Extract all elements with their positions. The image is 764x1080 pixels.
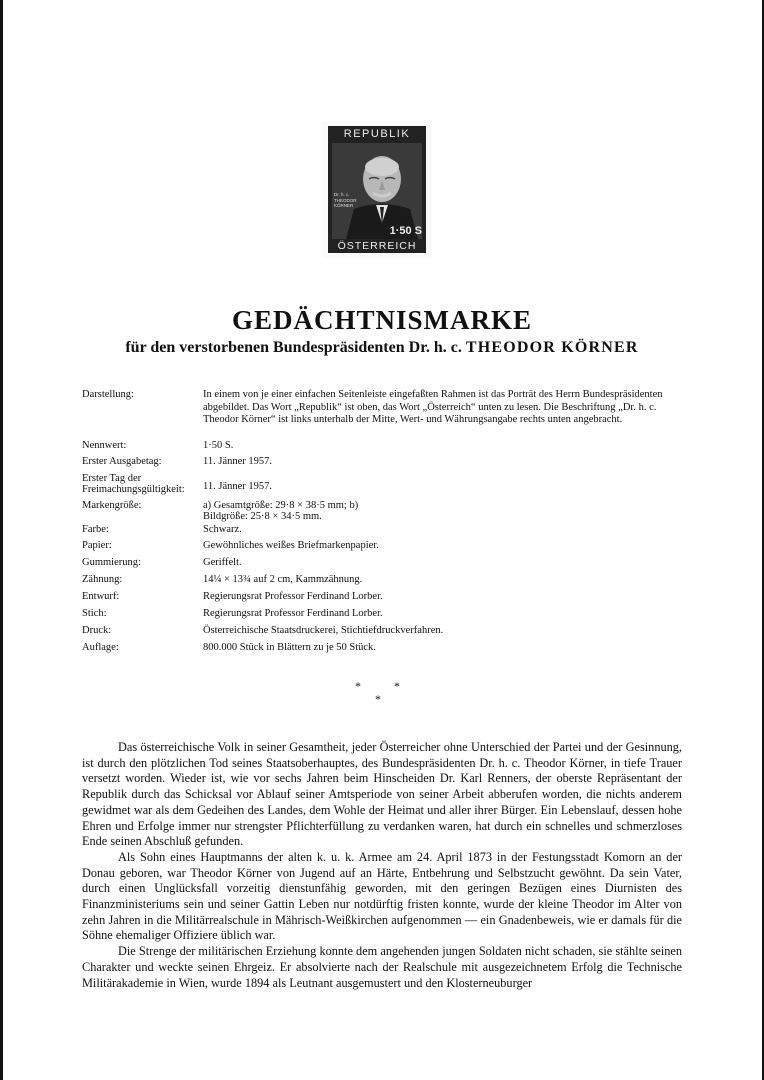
biography-text [82,740,682,991]
spec-row [82,473,682,500]
spec-label: Markengröße: [82,500,142,511]
spec-label: Erster Tag der Freimachungsgültigkeit: [82,473,185,495]
spec-label: Druck: [82,625,112,636]
spec-row [82,389,682,440]
stamp-specification-list [82,389,682,659]
spec-label: Stich: [82,608,107,619]
spec-label: Zähnung: [82,574,123,585]
paragraph: Das österreichische Volk in seiner Gesamtheit, jeder Österreicher ohne Unterschied der Partei und der Gesinnung, ist durch den plötzlichen Tod seines Staatsoberhauptes, des Bundespräsidenten Dr. h. c. Theodor Körner, in tiefe Trauer versetzt worden. Wieder ist, wie vor sechs Jahren beim Hinscheiden Dr. Karl Renners, der oberste Repräsentant der Republik durch das Schicksal vor Ablauf seiner Amtsperiode von seiner Arbeit abberufen worden, die nichts anderem gewidmet war als dem Gedeihen des Landes, dem Wohle der Heimat und aller ihrer Bürger. Ein Lebenslauf, dessen hohe Ehren und Erfolge immer nur strengster Pflichterfüllung zu verdanken waren, hat durch ein schnelles und schmerzloses Ende seinen Abschluß gefunden. [82,740,682,849]
spec-label: Erster Ausgabetag: [82,456,162,467]
page-edge-left [0,0,3,1080]
stamp-bottom-text: ÖSTERREICH [337,240,417,252]
spec-label: Nennwert: [82,440,127,451]
subtitle-name: THEODOR KÖRNER [465,339,639,356]
spec-label: Gummierung: [82,557,141,568]
spec-label: Darstellung: [82,389,134,400]
spec-value: In einem von je einer einfachen Seitenleiste eingefaßten Rahmen ist das Porträt des Herrn Bundespräsidenten abgebildet. Das Wort „Republik“ ist oben, das Wort „Österreich“ unten zu lesen. Die Beschriftung „Dr. h. c. Theodor Körner“ ist links unterhalb der Mitte, Wert- und Währungsangabe rechts unten angebracht. [203,389,663,425]
spec-row [82,500,682,524]
page-subtitle [0,339,764,357]
star-glyph: * [394,679,400,693]
spec-value: Österreichische Staatsdruckerei, Stichtiefdruckverfahren. [203,625,444,636]
spec-value: Geriffelt. [203,557,242,568]
spec-row [82,642,682,659]
spec-value: Gewöhnliches weißes Briefmarkenpapier. [203,540,379,551]
spec-row [82,574,682,591]
stamp-top-text: REPUBLIK [343,128,411,140]
paragraph: Als Sohn eines Hauptmanns der alten k. u. k. Armee am 24. April 1873 in der Festungsstadt Komorn an der Donau geboren, war Theodor Körner von Jugend auf an Härte, Entbehrung und Selbstzucht gewöhnt. Da sein Vater, durch einen Unglücksfall vorzeitig dienstunfähig geworden, mit den geringen Bezügen eines Diurnisten des Finanzministeriums sein und seiner Gattin Leben nur notdürftig fristen konnte, wurde der kleine Theodor im Alter von zehn Jahren in die Militärrealschule in Mährisch-Weißkirchen aufgenommen — ein Gnadenbeweis, wie er damals für die Söhne ehemaliger Offiziere üblich war. [82,849,682,943]
spec-row [82,440,682,456]
spec-value: 1·50 S. [203,440,234,451]
spec-value: a) Gesamtgröße: 29·8 × 38·5 mm; b) Bildgröße: 25·8 × 34·5 mm. [203,500,359,522]
spec-row [82,608,682,625]
spec-label: Papier: [82,540,112,551]
spec-value: Schwarz. [203,524,242,535]
subtitle-prefix: für den verstorbenen Bundespräsidenten Dr. h. c. [125,339,462,356]
page-title: GEDÄCHTNISMARKE [231,305,533,335]
spec-value: Regierungsrat Professor Ferdinand Lorber. [203,591,383,602]
spec-row [82,540,682,557]
paragraph: Die Strenge der militärischen Erziehung konnte dem angehenden jungen Soldaten nicht schaden, sie stählte seinen Charakter und weckte seinen Ehrgeiz. Er absolvierte nach der Realschule mit ausgezeichnetem Erfolg die Technische Militärakademie in Wien, wurde 1894 als Leutnant ausgemustert und den Klosterneuburger [82,944,682,990]
spec-row [82,524,682,540]
spec-value: 11. Jänner 1957. [203,481,273,492]
spec-value: 800.000 Stück in Blättern zu je 50 Stück. [203,642,376,653]
spec-row [82,557,682,574]
stamp-value: 1·50 S [389,225,422,237]
spec-label: Entwurf: [82,591,120,602]
spec-label: Farbe: [82,524,109,535]
spec-row [82,625,682,642]
stamp-mount [322,121,432,258]
stamp-image [328,126,426,253]
spec-label: Auflage: [82,642,119,653]
star-glyph: * [355,679,361,693]
asterism-ornament [344,677,420,707]
star-glyph: * [375,692,381,706]
spec-value: Regierungsrat Professor Ferdinand Lorber. [203,608,383,619]
spec-value: 14¼ × 13¾ auf 2 cm, Kammzähnung. [203,574,363,585]
spec-value: 11. Jänner 1957. [203,456,273,467]
stamp-side-text: Dr. h. c. THEODOR KÖRNER [334,192,357,208]
spec-row [82,456,682,473]
spec-row [82,591,682,608]
